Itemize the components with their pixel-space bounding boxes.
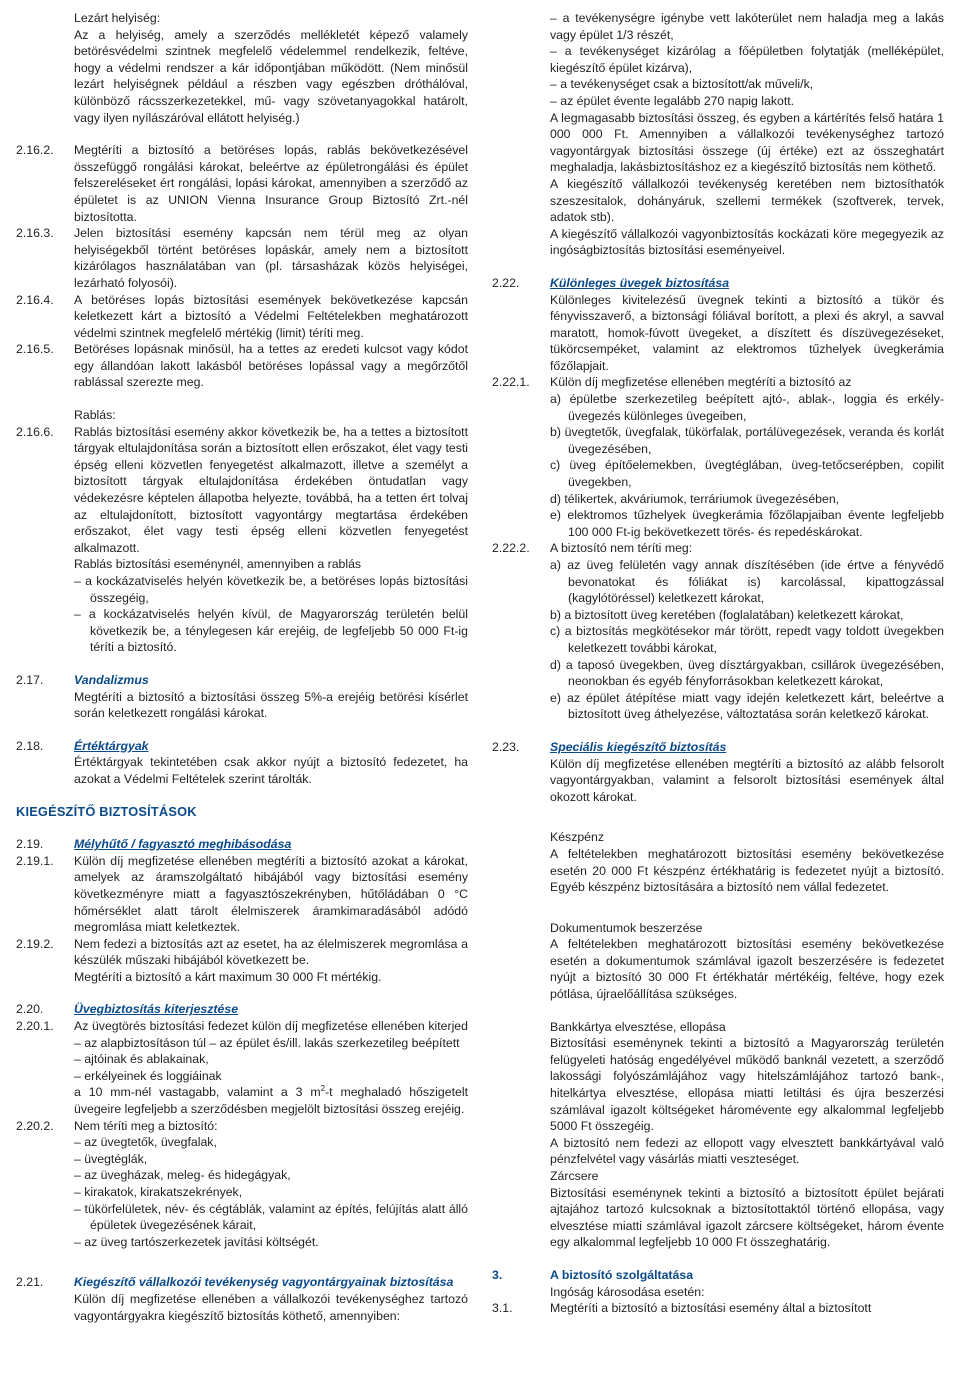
rablas-esemeny: Rablás biztosítási eseménynél, amennyiben a rablás [74, 557, 362, 572]
item-e: e) az épület átépítése miatt vagy idején keletkezett kárt, beleértve a biztosított üveg áthelyezése, változtatása során keletkező károkat. [550, 690, 944, 722]
text-part-a: a 10 mm-nél vastagabb, valamint a 3 m [74, 1085, 321, 1100]
section-number: 2.21. [16, 1275, 44, 1290]
section-text: Külön díj megfizetése ellenében a vállalkozói tevékenységhez tartozó vagyontárgyakra kiegészítő biztosítás köthető, amennyiben: [74, 1291, 468, 1323]
section-text: Nem téríti meg a biztosító: [74, 1118, 218, 1133]
section-number: 2.16.6. [16, 424, 54, 439]
item-a: a) az üveg felületén vagy annak díszítésében (ide értve a fényvédő bevonatokat és fóliákat is) karcolással, kipattogzással (kagylótöréssel) keletkezett károkat, [550, 558, 944, 606]
section-subtitle: Ingóság károsodása esetén: [550, 1284, 705, 1299]
section-2-22-2 [492, 540, 944, 557]
section-2-17 [16, 672, 468, 722]
section-number: 2.19.1. [16, 853, 54, 868]
dokumentumok-text: A feltételekben meghatározott biztosítási esemény bekövetkezése esetén a dokumentumok számlával igazolt beszerzésére is fedezetet nyújt a biztosító 30 000 Ft értékhatár mértékéig, feltéve, hogy ezek pótlása, újraelőállítása szükséges. [550, 937, 944, 1002]
section-2-16-2 [16, 142, 468, 225]
section-number: 2.19.2. [16, 936, 54, 951]
rablas-dash-2: – a kockázatviselés helyén kívül, de Magyarország területén belül következik be, a ténylegesen kár erejéig, de legfeljebb 50 000 Ft-ig téríti a biztosító. [74, 607, 468, 655]
section-3 [492, 1267, 944, 1300]
item-d: d) a taposó üvegekben, üveg dísztárgyakban, csillárok üvegezésében, neonokban és egyéb fényforrásokban keletkezett károkat, [550, 657, 944, 689]
section-2-22 [492, 275, 944, 375]
section-text: Betöréses lopásnak minősül, ha a tettes az eredeti kulcsot vagy kódot egy állandóan lakott lakásból betöréses lopással vagy a megőrzőtől rablással szerezte meg. [74, 342, 468, 390]
section-2-19-2-text2: Megtéríti a biztosító a kárt maximum 30 000 Ft mértékig. [74, 969, 382, 984]
paragraph-1: A legmagasabb biztosítási összeg, és egyben a kártérítés felső határa 1 000 000 Ft. Amennyiben a vállalkozói tevékenységhez tartozó vagyontárgyak biztosítási összege (új értéke) ezt az összeghatárt meghaladja, lakásbiztosításhoz ez a kiegészítő biztosítás nem köthető. [550, 110, 944, 175]
section-title: Speciális kiegészítő biztosítás [550, 739, 727, 754]
section-text: Rablás biztosítási esemény akkor következik be, ha a tettes a biztosított tárgyak eltulajdonítása során a biztosított ellen erőszakot, élet vagy testi épség elleni közvetlen fenyegetést alkalmazott, illetve a személyt a biztosított tárgyak eltulajdonítása érdekében öntudatlan vagy védekezésre képtelen állapotba helyezte, továbbá, ha a tetten ért tolvaj az eltulajdonított, biztosított vagyontárgy megtartása érdekében erőszakot, élet vagy testi épség elleni közvetlen fenyegetést alkalmazott. [74, 424, 468, 555]
item-b: b) a biztosított üveg keretében (foglalatában) keletkezett károkat, [550, 607, 904, 622]
section-text: Értéktárgyak tekintetében csak akkor nyújt a biztosító fedezetet, ha azokat a Védelmi Feltételek szerint tárolták. [74, 755, 468, 786]
section-text: Nem fedezi a biztosítás azt az esetet, ha az élelmiszerek megromlása a készülék műszaki hibájából következett be. [74, 936, 468, 968]
condition-dash-1: – a tevékenységre igénybe vett lakóterület nem haladja meg a lakás vagy épület 1/3 részét, [550, 11, 944, 42]
section-text: A biztosító nem téríti meg: [550, 541, 693, 556]
vallalkozoi-conditions [492, 10, 944, 259]
section-text: Külön díj megfizetése ellenében megtéríti a biztosító az alább felsorolt vagyontárgyakban, valamint a felsorolt biztosítási események által okozott károkat. [550, 756, 944, 804]
zarcsere-text: Biztosítási eseménynek tekinti a biztosító a biztosított épület bejárati ajtajához tartozó kulcsoknak a biztosítottaktól történő ellopása, vagy elvesztése miatti számlával igazolt zárcsere költségeket, három évente egy alkalommal legfeljebb 10 000 Ft összeghatárig. [550, 1185, 944, 1250]
s2-20-1-dash-1: – ajtóinak és ablakainak, [74, 1052, 209, 1067]
superscript: 2 [320, 1084, 326, 1094]
section-number: 2.20.2. [16, 1118, 54, 1133]
section-title: Értéktárgyak [74, 738, 149, 753]
section-text: Külön díj megfizetése ellenében megtéríti a biztosító az [550, 375, 852, 390]
section-2-20-1 [16, 1018, 468, 1051]
item-a: a) épületbe szerkezetileg beépített ajtó-, ablak-, loggia és erkély-üvegezés különleges üvegeiben, [550, 392, 944, 423]
s2-20-1-dash-2: – erkélyeinek és loggiáinak [74, 1068, 222, 1083]
section-2-22-1 [492, 374, 944, 391]
section-2-16-6 [16, 424, 468, 557]
s2-20-2-dash-6: – az üveg tartószerkezetek javítási költségét. [74, 1234, 319, 1249]
bankkartya-text: Biztosítási eseménynek tekinti a biztosító a Magyarország területén felügyeleti hatóság engedélyével működő banknál vezetett, a szerződő lakossági folyószámlájához vagy hitelszámlájához tartozó bank-, hitelkártya elvesztése, ellopása miatti letiltási és újra beszerzési számlával igazolt költségeket háromévente egy alkalommal legfeljebb 5000 Ft összegéig. [550, 1036, 944, 1134]
condition-dash-3: – a tevékenységet csak a biztosított/ak műveli/k, [550, 77, 814, 92]
text-part-b: -t meghaladó hőszigetelt üvegeire legfeljebb a szerződésben megjelölt biztosítási összeg erejéig. [74, 1085, 468, 1117]
section-2-21 [16, 1274, 468, 1324]
section-number: 2.16.3. [16, 226, 54, 241]
section-number: 3. [492, 1267, 503, 1282]
keszpenz-text: A feltételekben meghatározott biztosítási esemény bekövetkezése esetén 20 000 Ft készpénz értékhatárig is fedezetet nyújt a biztosító. Egyéb készpénz biztosítására a biztosító nem vállal fedezetet. [550, 846, 944, 895]
rablas-label: Rablás: [74, 408, 116, 423]
item-e: e) elektromos tűzhelyek üvegkerámia főzőlapjaiban évente legfeljebb 100 000 Ft-ig bekövetkezett törés- és repedéskárokat. [550, 508, 944, 539]
lezart-body: Az a helyiség, amely a szerződés mellékletét képező valamely betörésvédelmi szintnek megfelelő védelemmel rendelkezik, feltéve, hogy a védelmi rendszer a kár időpontjában működött. (Nem minősül lezárt helyiségnek például a részben vagy egészben dróthálóval, különböző rácsszerkezetekkel, mű- vagy szövetanyagokkal határolt, vagy ilyen nyílászáróval ellátott helyiség.) [74, 27, 468, 125]
condition-dash-4: – az épület évente legalább 270 napig lakott. [550, 93, 795, 108]
s2-20-2-dash-2: – üvegtéglák, [74, 1151, 148, 1166]
section-number: 2.16.2. [16, 143, 54, 158]
section-text: A betöréses lopás biztosítási események bekövetkezése kapcsán keletkezett kárt a biztosító a Védelmi Feltételekben meghatározott védelmi szintnek megfelelő mértékig (limit) téríti meg. [74, 292, 468, 340]
section-title: Üvegbiztosítás kiterjesztése [74, 1002, 239, 1017]
s2-20-2-dash-1: – az üvegtetők, üvegfalak, [74, 1135, 217, 1150]
section-number: 2.17. [16, 672, 44, 687]
section-number: 2.23. [492, 739, 520, 754]
section-2-20-2 [16, 1118, 468, 1135]
section-2-18 [16, 738, 468, 788]
rablas-dash-1: – a kockázatviselés helyén következik be, a betöréses lopás biztosítási összegéig, [74, 574, 468, 605]
section-2-16-4 [16, 292, 468, 342]
bankkartya-text-2: A biztosító nem fedezi az ellopott vagy elvesztett bankkártyával való pénzfelvétel vagy vásárlás miatti veszteséget. [550, 1135, 944, 1167]
section-number: 2.22.2. [492, 541, 530, 556]
section-2-20-1-text2 [16, 1084, 468, 1117]
section-2-23 [492, 739, 944, 805]
section-number: 2.22.1. [492, 375, 530, 390]
section-title: Kiegészítő vállalkozói tevékenység vagyontárgyainak biztosítása [74, 1275, 454, 1290]
lezart-title: Lezárt helyiség: [74, 11, 161, 25]
section-title: Mélyhűtő / fagyasztó meghibásodása [74, 837, 292, 852]
section-2-20 [16, 1001, 468, 1018]
section-text: Megtéríti a biztosító a biztosítási esemény által a biztosított [550, 1301, 872, 1316]
section-text: Jelen biztosítási esemény kapcsán nem térül meg az olyan helyiségekből történt betöréses lopáskár, amely nem a biztosított kizárólagos használatában van (pl. társasházak közös helyiségei, lezárható folyosói). [74, 226, 468, 290]
keszpenz-block [492, 829, 944, 895]
right-column [492, 10, 944, 1317]
keszpenz-label: Készpénz [550, 830, 605, 845]
paragraph-2: A kiegészítő vállalkozói tevékenység keretében nem biztosíthatók szeszesitalok, dohányáruk, szellemi termékek (szoftverek, tervek, adatok stb). [550, 176, 944, 225]
section-text: Megtéríti a biztosító a biztosítási összeg 5%-a erejéig betörési kísérlet során keletkezett rongálási károkat. [74, 689, 468, 721]
section-number: 2.18. [16, 738, 44, 753]
section-2-16-3 [16, 225, 468, 291]
condition-dash-2: – a tevékenységet kizárólag a főépületben folytatják (melléképület, kiegészítő épület kizárva), [550, 44, 944, 75]
dokumentumok-block [492, 920, 944, 1003]
section-text: Megtéríti a biztosító a betöréses lopás, rablás bekövetkezésével összefüggő rongálási károkat, beleértve az épületrongálási és épület felszereléseket ért rongálási, lopási károkat, amennyiben a szerződő az épületet is az UNION Vienna Insurance Group Biztosító Zrt.-nél biztosította. [74, 143, 468, 224]
section-number: 2.16.5. [16, 342, 54, 357]
s2-20-2-dash-3: – az üvegházak, meleg- és hidegágyak, [74, 1168, 291, 1183]
section-number: 2.20. [16, 1002, 44, 1017]
zarcsere-label: Zárcsere [550, 1169, 599, 1183]
section-text: Az üvegtörés biztosítási fedezet külön díj megfizetése ellenében kiterjed – az alapbiztosításon túl – az épület és/ill. lakás szerkezetileg beépített [74, 1019, 468, 1050]
paragraph-3: A kiegészítő vállalkozói vagyonbiztosítás kockázati köre megegyezik az ingóságbiztosítás biztosítási eseményeivel. [550, 226, 944, 258]
item-b: b) üvegtetők, üvegfalak, tükörfalak, portálüvegezések, veranda és korlát üvegezésében, [550, 425, 944, 456]
section-number: 2.16.4. [16, 292, 54, 307]
item-c: c) a biztosítás megkötésekor már törött, repedt vagy toldott üvegekben keletkezett további károkat, [550, 624, 944, 655]
lezart-block [16, 10, 468, 126]
section-2-16-5 [16, 341, 468, 391]
bankkartya-label: Bankkártya elvesztése, ellopása [550, 1019, 726, 1034]
item-c: c) üveg építőelemekben, üvegtéglában, üveg-tetőcserépben, copilit üvegekben, [550, 458, 944, 490]
s2-20-2-dash-4: – kirakatok, kirakatszekrények, [74, 1185, 243, 1199]
section-text: Különleges kivitelezésű üvegnek tekinti a biztosító a tükör és fényvisszaverő, a biztonsági fóliával borított, a plexi és akryl, a savval maratott, homok-fúvott üvegeket, a díszített és díszüvegezéseket, tükörcsempéket, valamint az elektromos tűzhelyek üvegkerámia főzőlapjait. [550, 292, 944, 373]
section-title: A biztosító szolgáltatása [550, 1267, 694, 1282]
section-number: 2.20.1. [16, 1019, 54, 1034]
section-number: 2.19. [16, 837, 44, 852]
section-2-19 [16, 836, 468, 853]
section-number: 2.22. [492, 275, 520, 290]
bankkartya-block [492, 1019, 944, 1251]
section-2-19-2 [16, 936, 468, 969]
section-title: Különleges üvegek biztosítása [550, 275, 730, 290]
dokumentumok-label: Dokumentumok beszerzése [550, 920, 703, 935]
section-text: Külön díj megfizetése ellenében megtéríti a biztosító azokat a károkat, amelyek az áramszolgáltató hibájából vagy biztosítási esemény következményre miatt a fagyasztószekrényben, hűtőládában 0 °C hőmérséklet alatt tárolt élelmiszerek áramkimaradásából adódó megromlása miatt keletkeztek. [74, 853, 468, 935]
section-2-19-1 [16, 853, 468, 936]
section-title: Vandalizmus [74, 672, 149, 687]
item-d: d) télikertek, akváriumok, terráriumok üvegezésében, [550, 491, 840, 506]
section-number: 3.1. [492, 1301, 513, 1316]
left-column [16, 10, 468, 1324]
s2-20-2-dash-5: – tükörfelületek, név- és cégtáblák, valamint az építés, felújítás alatt álló épületek üvegezésének kárait, [74, 1201, 468, 1233]
kiegeszito-heading: KIEGÉSZÍTŐ BIZTOSÍTÁSOK [16, 803, 197, 819]
section-3-1 [492, 1300, 944, 1317]
